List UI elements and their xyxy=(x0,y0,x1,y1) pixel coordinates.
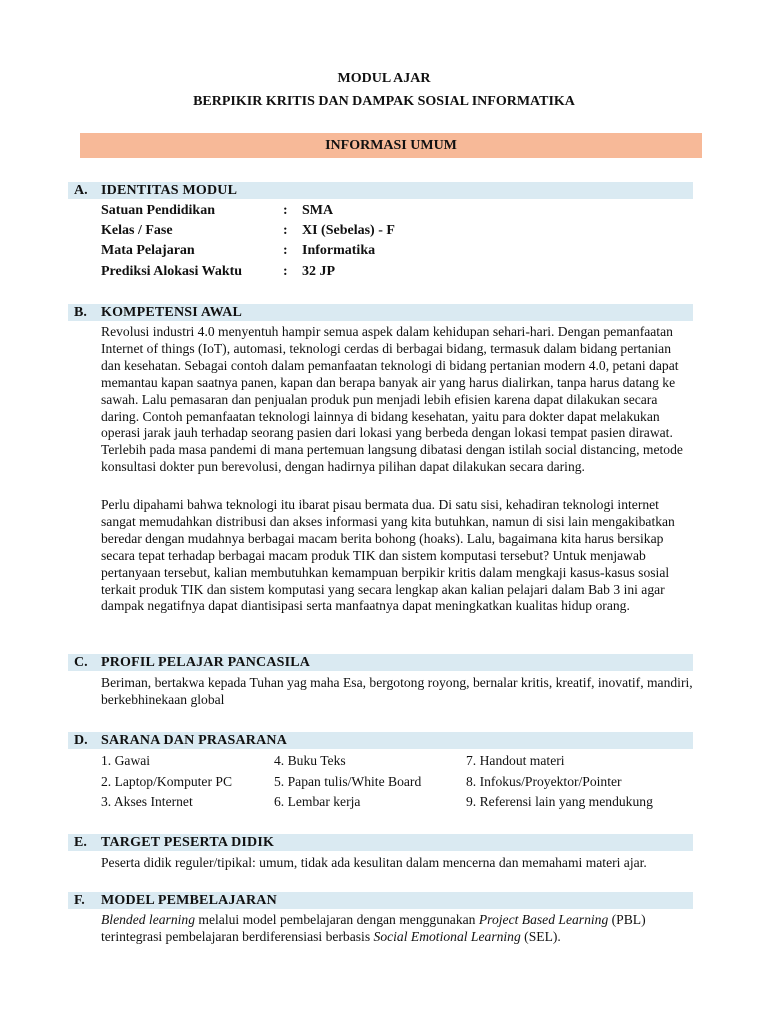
field-label: Satuan Pendidikan xyxy=(101,203,215,218)
field-value: XI (Sebelas) - F xyxy=(302,223,395,238)
facility-item: 6. Lembar kerja xyxy=(274,794,361,809)
facility-item: 3. Akses Internet xyxy=(101,794,193,809)
facility-item: 2. Laptop/Komputer PC xyxy=(101,774,233,789)
field-colon: : xyxy=(283,223,288,238)
model-term-pbl: Project Based Learning xyxy=(478,912,609,927)
field-label: Mata Pelajaran xyxy=(101,243,195,258)
info-banner: INFORMASI UMUM xyxy=(80,133,702,158)
section-e-header xyxy=(68,834,693,851)
document-subtitle: BERPIKIR KRITIS DAN DAMPAK SOSIAL INFORMATIKA xyxy=(193,94,575,109)
facility-item: 5. Papan tulis/White Board xyxy=(274,774,422,789)
section-title: TARGET PESERTA DIDIK xyxy=(101,835,275,850)
profil-text: Beriman, bertakwa kepada Tuhan yag maha Esa, bergotong royong, bernalar kritis, kreatif, inovatif, mandiri, berkebhinekaan global xyxy=(101,675,693,707)
section-title: IDENTITAS MODUL xyxy=(101,183,238,198)
section-title: PROFIL PELAJAR PANCASILA xyxy=(101,655,311,670)
field-label: Prediksi Alokasi Waktu xyxy=(101,264,243,279)
section-a-header xyxy=(68,182,693,199)
model-text-part: (SEL). xyxy=(520,928,561,944)
kompetensi-paragraph-1: Revolusi industri 4.0 menyentuh hampir semua aspek dalam kehidupan sehari-hari. Dengan pemanfaatan Internet of things (IoT), automasi, teknologi cerdas di berbagai bidang, termasuk dalam bidang pertanian dan kesehatan. Sebagai contoh dalam pemanfaatan teknologi di bidang pertanian modern 4.0, petani dapat memantau kapan saatnya panen, kapan dan berapa banyak air yang harus dialirkan, tanpa harus datang ke sawah. Lalu pemasaran dan penjualan produk pun menjadi lebih efisien karena dapat dilakukan secara daring. Contoh pemanfaatan teknologi lainnya di bidang kesehatan, yaitu para dokter dapat melakukan operasi jarak jauh terhadap seorang pasien dari lokasi yang berbeda dengan lokasi tempat pasien dirawat. Terlebih pada masa pandemi di mana pertemuan langsung dibatasi dengan istilah social distancing, metode konsultasi dokter pun berevolusi, dengan hadirnya pilihan dapat dilakukan secara daring. xyxy=(101,324,683,475)
section-title: MODEL PEMBELAJARAN xyxy=(101,893,277,908)
section-c-header xyxy=(68,654,693,671)
field-value: SMA xyxy=(302,203,334,218)
section-letter: A. xyxy=(74,183,88,198)
kompetensi-paragraph-2: Perlu dipahami bahwa teknologi itu ibarat pisau bermata dua. Di satu sisi, kehadiran teknologi internet sangat memudahkan distribusi dan akses informasi yang kita butuhkan, namun di sisi lain mengakibatkan beredar dengan mudahnya berbagai macam berita bohong (hoaks). Lalu, bagaimana kita harus bersikap secara tepat terhadap berbagai macam produk TIK dan sistem komputasi tersebut? Untuk menjawab pertanyaan tersebut, kalian membutuhkan kemampuan berpikir kritis dalam mengkaji kasus-kasus sosial terkait produk TIK dan sistem komputasi yang secara lengkap akan kalian pelajari dalam Bab 3 ini agar dampak negatifnya dapat diantisipasi serta manfaatnya dapat meningkatkan kualitas hidup orang. xyxy=(101,497,675,614)
field-colon: : xyxy=(283,264,288,279)
model-text-part: (PBL) terintegrasi pembelajaran berdiferensiasi berbasis xyxy=(101,912,646,944)
section-letter: B. xyxy=(74,305,87,320)
target-text: Peserta didik reguler/tipikal: umum, tidak ada kesulitan dalam mencerna dan memahami materi ajar. xyxy=(101,855,647,870)
section-b-header xyxy=(68,304,693,321)
field-label: Kelas / Fase xyxy=(101,223,173,238)
field-colon: : xyxy=(283,203,288,218)
facility-item: 1. Gawai xyxy=(101,753,151,768)
model-text xyxy=(101,912,693,946)
document-title: MODUL AJAR xyxy=(337,71,431,86)
facility-item: 7. Handout materi xyxy=(466,753,565,768)
model-term-sel: Social Emotional Learning xyxy=(373,928,521,944)
field-value: Informatika xyxy=(302,243,376,258)
facility-item: 8. Infokus/Proyektor/Pointer xyxy=(466,774,622,789)
model-term-blended: Blended learning xyxy=(101,912,196,927)
facility-item: 4. Buku Teks xyxy=(274,753,346,768)
section-title: KOMPETENSI AWAL xyxy=(101,305,243,320)
field-value: 32 JP xyxy=(302,264,336,279)
facility-item: 9. Referensi lain yang mendukung xyxy=(466,794,653,809)
section-letter: D. xyxy=(74,733,88,748)
section-letter: F. xyxy=(74,893,85,908)
section-f-header xyxy=(68,892,693,909)
section-d-header xyxy=(68,732,693,749)
model-text-part: melalui model pembelajaran dengan menggunakan xyxy=(195,912,479,927)
section-letter: C. xyxy=(74,655,88,670)
section-title: SARANA DAN PRASARANA xyxy=(101,733,288,748)
section-letter: E. xyxy=(74,835,87,850)
field-colon: : xyxy=(283,243,288,258)
